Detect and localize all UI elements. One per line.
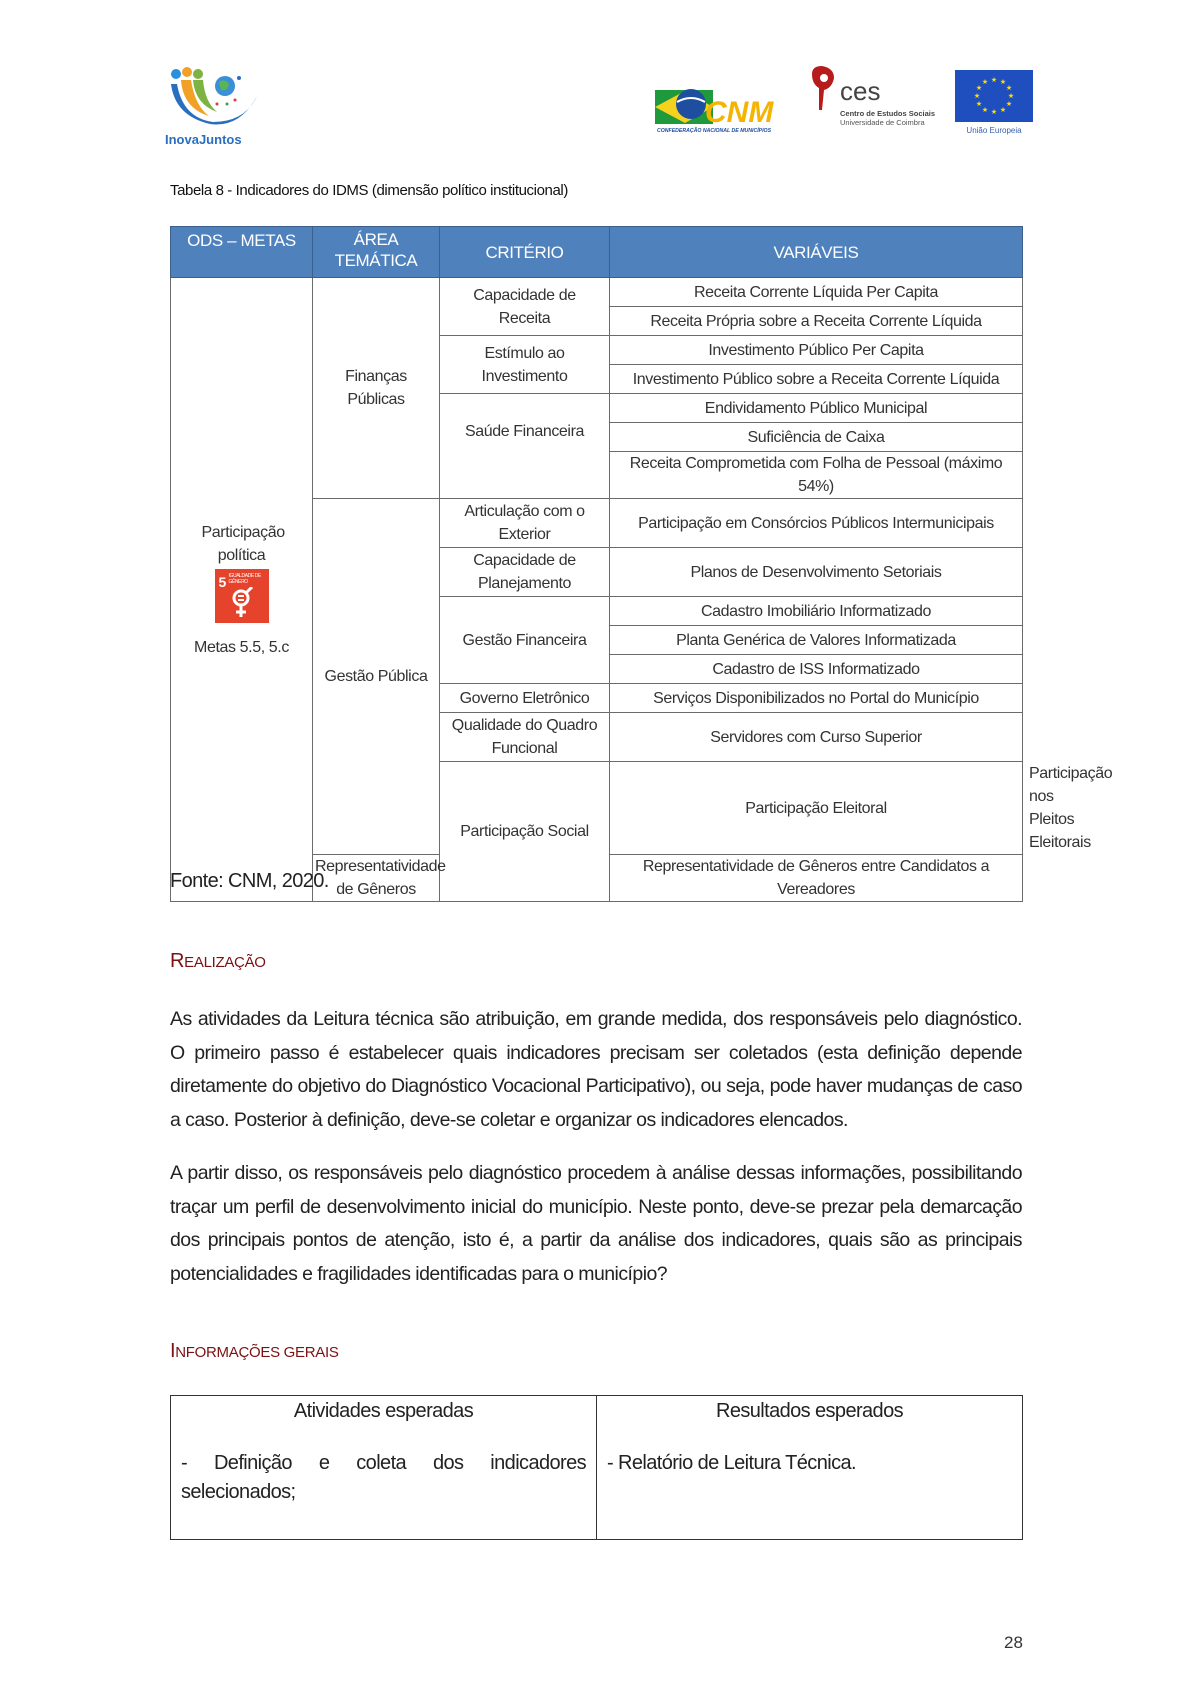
- page-number: 28: [1004, 1633, 1023, 1652]
- svg-text:★: ★: [1005, 84, 1013, 92]
- table-row: [171, 278, 1023, 307]
- results-cell: [597, 1396, 1023, 1540]
- area-cell: Gestão Pública: [313, 499, 440, 855]
- inovajuntos-text: InovaJuntos: [165, 132, 242, 147]
- criterion-cell: Qualidade do Quadro Funcional: [440, 713, 610, 762]
- svg-text:CONFEDERAÇÃO NACIONAL DE MUNIC: CONFEDERAÇÃO NACIONAL DE MUNICÍPIOS: [657, 128, 772, 134]
- expected-activities-results-table: [170, 1395, 1023, 1540]
- ods-metas: Metas 5.5, 5.c: [194, 638, 289, 656]
- variable-cell: Servidores com Curso Superior: [610, 713, 1023, 762]
- ods-label: Participação política: [201, 523, 285, 564]
- area-cell: Finanças Públicas: [313, 278, 440, 499]
- ces-text: ces: [840, 76, 881, 106]
- results-header: Resultados esperados: [715, 1400, 903, 1422]
- criterion-cell: Capacidade de Receita: [440, 278, 610, 336]
- header-ods-metas: ODS – METAS: [171, 227, 313, 278]
- area-cell: Participação Social: [440, 762, 610, 902]
- svg-text:Centro de Estudos Sociais: Centro de Estudos Sociais: [840, 109, 935, 118]
- criterion-cell: Capacidade de Planejamento: [440, 548, 610, 597]
- variable-cell: Cadastro Imobiliário Informatizado: [610, 597, 1023, 626]
- section-title-realizacao: REALIZAÇÃO: [170, 950, 266, 972]
- cnm-text: CNM: [705, 96, 774, 129]
- svg-text:★: ★: [981, 78, 989, 86]
- sdg-5-gender-equality-icon: 5 IGUALDADE DE GÊNERO: [215, 569, 269, 623]
- variable-cell: Representatividade de Gêneros entre Candidatos a Vereadores: [610, 855, 1023, 902]
- variable-cell: Participação em Consórcios Públicos Intermunicipais: [610, 499, 1023, 548]
- variable-cell: Receita Própria sobre a Receita Corrente Líquida: [610, 307, 1023, 336]
- header-criterio: CRITÉRIO: [440, 227, 610, 278]
- cnm-logo: [655, 78, 785, 134]
- paragraph: As atividades da Leitura técnica são atribuição, em grande medida, dos responsáveis pelo diagnóstico. O primeiro passo é estabelecer quais indicadores precisam ser coletados (esta definição depende diretamente do objetivo do Diagnóstico Vocacional Participativo), ou seja, pode haver mudanças de caso a caso. Posterior à definição, deve-se coletar e organizar os indicadores elencados.: [170, 1008, 1022, 1131]
- criterion-cell: Estímulo ao Investimento: [440, 336, 610, 394]
- svg-text:★: ★: [975, 100, 983, 108]
- svg-text:★: ★: [999, 78, 1007, 86]
- variable-cell: Planos de Desenvolvimento Setoriais: [610, 548, 1023, 597]
- table-row: Participação Social Participação Eleitoral Participação nos Pleitos Eleitorais: [171, 762, 1023, 855]
- svg-text:★: ★: [975, 84, 983, 92]
- table-caption: Tabela 8 - Indicadores do IDMS (dimensão político institucional): [170, 182, 568, 199]
- variable-cell: Cadastro de ISS Informatizado: [610, 655, 1023, 684]
- ods-cell: [171, 278, 313, 902]
- results-item: - Relatório de Leitura Técnica.: [607, 1452, 856, 1474]
- variable-cell: Serviços Disponibilizados no Portal do Município: [610, 684, 1023, 713]
- variable-cell: Planta Genérica de Valores Informatizada: [610, 626, 1023, 655]
- criterion-cell: Saúde Financeira: [440, 394, 610, 499]
- svg-text:★: ★: [990, 76, 998, 84]
- inovajuntos-logo: [165, 66, 265, 148]
- criterion-cell: Governo Eletrônico: [440, 684, 610, 713]
- eu-text: União Europeia: [966, 126, 1022, 135]
- svg-text:★: ★: [1007, 92, 1015, 100]
- activities-cell: [171, 1396, 597, 1540]
- table-source: Fonte: CNM, 2020.: [170, 870, 329, 892]
- section-title-informacoes-gerais: INFORMAÇÕES GERAIS: [170, 1340, 339, 1362]
- svg-text:★: ★: [1005, 100, 1013, 108]
- variable-cell: Receita Comprometida com Folha de Pessoal (máximo 54%): [610, 452, 1023, 499]
- variable-cell: Suficiência de Caixa: [610, 423, 1023, 452]
- variable-cell: Endividamento Público Municipal: [610, 394, 1023, 423]
- header-variaveis: VARIÁVEIS: [610, 227, 1023, 278]
- criterion-cell: Articulação com o Exterior: [440, 499, 610, 548]
- table-header-row: [171, 227, 1023, 278]
- variable-cell: Investimento Público sobre a Receita Corrente Líquida: [610, 365, 1023, 394]
- idms-indicators-table: [170, 226, 1113, 902]
- table-row: [171, 1396, 1023, 1540]
- ces-logo: [810, 66, 935, 136]
- variable-cell: Receita Corrente Líquida Per Capita: [610, 278, 1023, 307]
- svg-text:★: ★: [981, 106, 989, 114]
- paragraph: A partir disso, os responsáveis pelo diagnóstico procedem à análise dessas informações, possibilitando traçar um perfil de desenvolvimento inicial do município. Neste ponto, deve-se prezar pela demarcação dos principais pontos de atenção, isto é, a partir da análise dos indicadores, quais são as principais potencialidades e fragilidades identificadas para o município?: [170, 1162, 1022, 1285]
- criterion-cell: Participação Eleitoral: [610, 762, 1023, 855]
- header-area-tematica: ÁREA TEMÁTICA: [313, 227, 440, 278]
- variable-cell: Investimento Público Per Capita: [610, 336, 1023, 365]
- svg-text:★: ★: [973, 92, 981, 100]
- svg-text:★: ★: [990, 108, 998, 116]
- criterion-cell: Representatividade de Gêneros: [313, 855, 440, 902]
- criterion-cell: Gestão Financeira: [440, 597, 610, 684]
- svg-text:Universidade de Coimbra: Universidade de Coimbra: [840, 118, 925, 127]
- eu-logo: [955, 70, 1035, 136]
- activities-item: - Definição e coleta dos indicadores selecionados;: [181, 1452, 586, 1503]
- activities-header: Atividades esperadas: [293, 1400, 474, 1422]
- svg-text:★: ★: [999, 106, 1007, 114]
